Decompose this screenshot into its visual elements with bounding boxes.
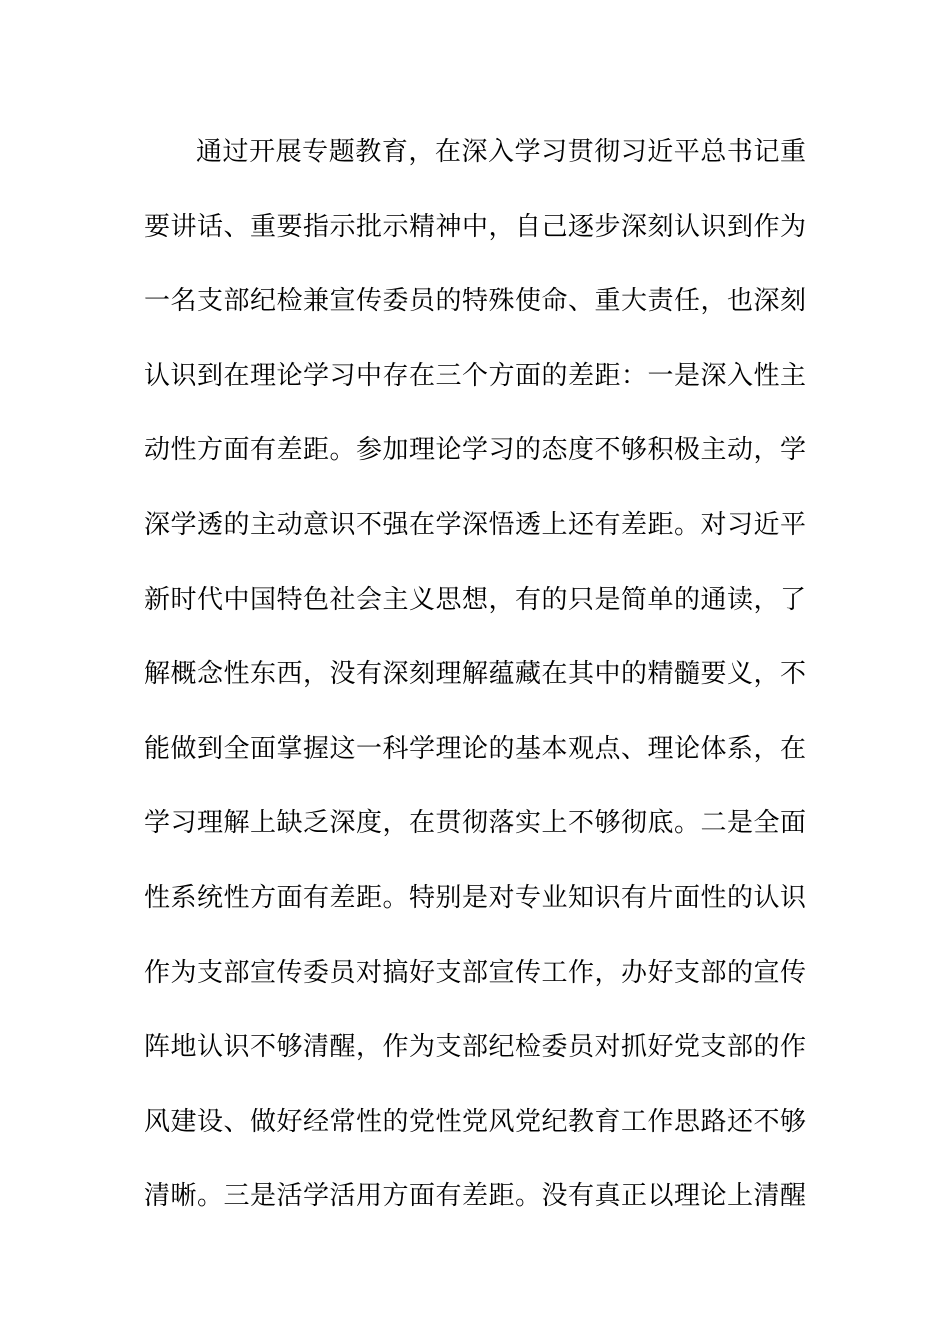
paragraph-line: 一名支部纪检兼宣传委员的特殊使命、重大责任，也深刻 bbox=[144, 286, 806, 317]
paragraph-line: 认识到在理论学习中存在三个方面的差距：一是深入性主 bbox=[144, 360, 806, 391]
paragraph-line: 性系统性方面有差距。特别是对专业知识有片面性的认识 bbox=[144, 882, 806, 913]
paragraph-line: 要讲话、重要指示批示精神中，自己逐步深刻认识到作为 bbox=[144, 211, 806, 242]
paragraph-line: 深学透的主动意识不强在学深悟透上还有差距。对习近平 bbox=[144, 509, 806, 540]
paragraph-line: 动性方面有差距。参加理论学习的态度不够积极主动，学 bbox=[144, 435, 806, 466]
paragraph-line: 作为支部宣传委员对搞好支部宣传工作，办好支部的宣传 bbox=[144, 957, 806, 988]
paragraph-line: 清晰。三是活学活用方面有差距。没有真正以理论上清醒 bbox=[144, 1181, 806, 1212]
body-paragraph bbox=[144, 127, 814, 1246]
paragraph-line: 学习理解上缺乏深度，在贯彻落实上不够彻底。二是全面 bbox=[144, 808, 806, 839]
paragraph-line: 通过开展专题教育，在深入学习贯彻习近平总书记重 bbox=[196, 137, 806, 167]
paragraph-line: 解概念性东西，没有深刻理解蕴藏在其中的精髓要义，不 bbox=[144, 659, 806, 690]
paragraph-line: 新时代中国特色社会主义思想，有的只是简单的通读，了 bbox=[144, 584, 806, 615]
paragraph-line: 能做到全面掌握这一科学理论的基本观点、理论体系，在 bbox=[144, 733, 806, 764]
paragraph-line: 阵地认识不够清醒，作为支部纪检委员对抓好党支部的作 bbox=[144, 1032, 806, 1063]
paragraph-line: 风建设、做好经常性的党性党风党纪教育工作思路还不够 bbox=[144, 1106, 806, 1137]
